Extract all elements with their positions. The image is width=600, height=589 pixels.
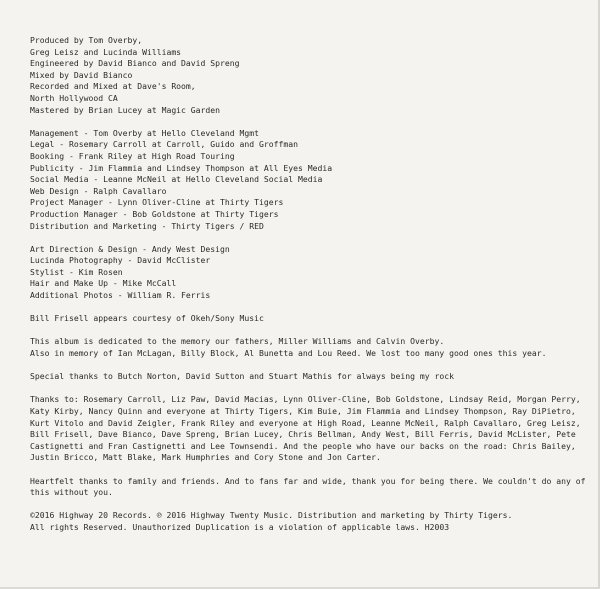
heartfelt-line: Heartfelt thanks to family and friends. And to fans far and wide, thank you for being there. We couldn't do any of [30,475,586,486]
production-credits [30,35,585,116]
credit-line: Additional Photos - William R. Ferris [30,290,211,301]
thanks-line: Kurt Vitolo and David Zeigler, Frank Riley and everyone at High Road, Leanne McNeil, Ralph Cavallaro, Greg Leisz, [30,417,581,428]
special-thanks [30,371,585,383]
courtesy-note [30,313,585,325]
thanks-line: Castignetti and Fran Castignetti and Lee Townsendi. And the people who have our backs on the road: Chris Bailey, [30,440,576,451]
thanks-line: Bill Frisell, Dave Bianco, Dave Spreng, Brian Lucey, Chris Bellman, Andy West, Bill Ferris, David McLister, Pete [30,429,576,440]
credits-text [30,35,585,534]
credit-line: Engineered by David Bianco and David Spreng [30,58,240,69]
credit-line: Recorded and Mixed at Dave's Room, [30,81,196,92]
credit-line: Production Manager - Bob Goldstone at Thirty Tigers [30,208,279,219]
credit-line: Legal - Rosemary Carroll at Carroll, Guido and Groffman [30,139,299,150]
art-credits [30,244,585,302]
credit-line: Produced by Tom Overby, [30,35,143,45]
copyright-line: All rights Reserved. Unauthorized Duplication is a violation of applicable laws. H2003 [30,521,450,532]
credit-line: Art Direction & Design - Andy West Design [30,243,230,254]
courtesy-line: Bill Frisell appears courtesy of Okeh/Sony Music [30,313,264,324]
thanks-list [30,394,585,464]
credit-line: Booking - Frank Riley at High Road Touring [30,150,235,161]
thanks-line: Katy Kirby, Nancy Quinn and everyone at Thirty Tigers, Kim Buie, Jim Flammia and Lindsey Thompson, Ray DiPietro, [30,406,576,416]
credit-line: Social Media - Leanne McNeil at Hello Cleveland Social Media [30,174,323,185]
credit-line: Mixed by David Bianco [30,69,133,80]
management-credits [30,128,585,232]
credit-line: Web Design - Ralph Cavallaro [30,185,167,196]
credit-line: Project Manager - Lynn Oliver-Cline at Thirty Tigers [30,197,284,208]
credit-line: Stylist - Kim Rosen [30,266,123,277]
heartfelt-line: this without you. [30,487,113,498]
credit-line: North Hollywood CA [30,92,118,103]
credit-line: Management - Tom Overby at Hello Cleveland Mgmt [30,127,260,138]
thanks-line: Justin Bricco, Matt Blake, Mark Humphries and Cory Stone and Jon Carter. [30,452,381,463]
dedication [30,336,585,359]
credit-line: Hair and Make Up - Mike McCall [30,278,177,289]
heartfelt-thanks [30,476,585,499]
special-thanks-line: Special thanks to Butch Norton, David Sutton and Stuart Mathis for always being my rock [30,371,454,382]
thanks-line: Thanks to: Rosemary Carroll, Liz Paw, David Macias, Lynn Oliver-Cline, Bob Goldstone, Lindsay Reid, Morgan Perry, [30,394,581,405]
credit-line: Publicity - Jim Flammia and Lindsey Thompson at All Eyes Media [30,162,333,173]
dedication-line: This album is dedicated to the memory our fathers, Miller Williams and Calvin Overby. [30,336,445,347]
credit-line: Distribution and Marketing - Thirty Tigers / RED [30,220,264,231]
copyright-notice [30,510,585,533]
credit-line: Mastered by Brian Lucey at Magic Garden [30,104,221,115]
copyright-line: ©2016 Highway 20 Records. ℗ 2016 Highway Twenty Music. Distribution and marketing by Thirty Tigers. [30,510,513,521]
credit-line: Greg Leisz and Lucinda Williams [30,46,182,57]
credit-line: Lucinda Photography - David McClister [30,255,211,266]
dedication-line: Also in memory of Ian McLagan, Billy Block, Al Bunetta and Lou Reed. We lost too many good ones this year. [30,348,547,359]
